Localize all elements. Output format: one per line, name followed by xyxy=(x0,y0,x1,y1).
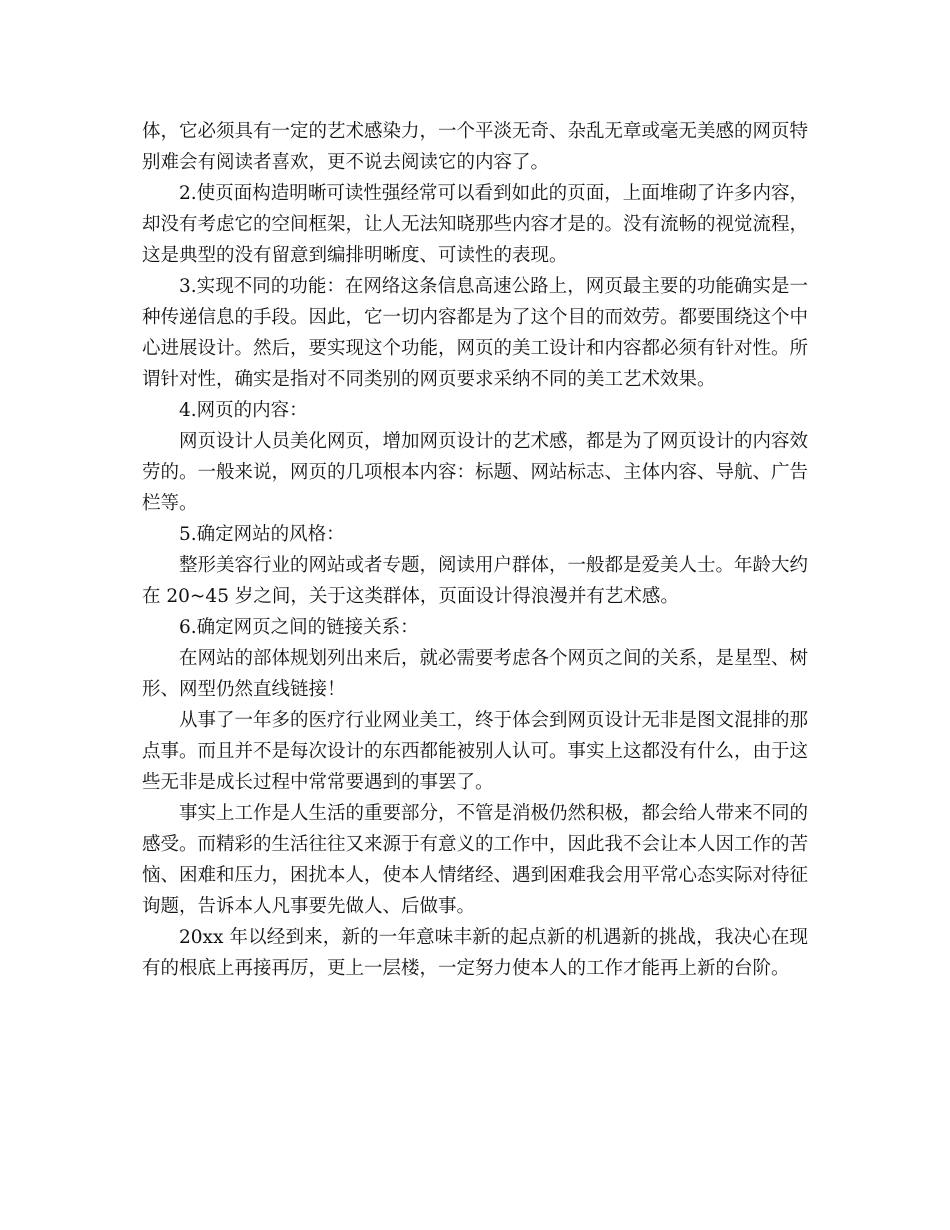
paragraph-continuation: 体，它必须具有一定的艺术感染力，一个平淡无奇、杂乱无章或毫无美感的网页特别难会有阅读者喜欢，更不说去阅读它的内容了。 xyxy=(142,121,809,173)
paragraph-experience: 从事了一年多的医疗行业网业美工，终于体会到网页设计无非是图文混排的那点事。而且并不是每次设计的东西都能被别人认可。事实上这都没有什么，由于这些无非是成长过程中常常要遇到的事罢了。 xyxy=(142,710,809,793)
paragraph-style: 整形美容行业的网站或者专题，阅读用户群体，一般都是爱美人士。年龄大约在 20~45 岁之间，关于这类群体，页面设计得浪漫并有艺术感。 xyxy=(142,555,809,607)
paragraph-functions: 3.实现不同的功能：在网络这条信息高速公路上，网页最主要的功能确实是一种传递信息的手段。因此，它一切内容都是为了这个目的而效劳。都要围绕这个中心进展设计。然后，要实现这个功能，网页的美工设计和内容都必须有针对性。所谓针对性，确实是指对不同类别的网页要求采纳不同的美工艺术效果。 xyxy=(142,276,809,390)
paragraph-links: 在网站的部体规划列出来后，就必需要考虑各个网页之间的关系，是星型、树形、网型仍然直线链接！ xyxy=(142,648,809,700)
paragraph-clear-structure: 2.使页面构造明晰可读性强经常可以看到如此的页面，上面堆砌了许多内容，却没有考虑它的空间框架，让人无法知晓那些内容才是的。没有流畅的视觉流程，这是典型的没有留意到编排明晰度、可读性的表现。 xyxy=(142,183,809,266)
document-body xyxy=(142,116,808,984)
paragraph-heading-style: 5.确定网站的风格： xyxy=(179,524,345,545)
paragraph-heading-links: 6.确定网页之间的链接关系： xyxy=(179,617,419,638)
paragraph-content: 网页设计人员美化网页，增加网页设计的艺术感，都是为了网页设计的内容效劳的。一般来说，网页的几项根本内容：标题、网站标志、主体内容、导航、广告栏等。 xyxy=(142,431,809,514)
paragraph-heading-content: 4.网页的内容： xyxy=(179,400,308,421)
paragraph-new-year: 20xx 年以经到来，新的一年意味丰新的起点新的机遇新的挑战，我决心在现有的根底上再接再厉，更上一层楼，一定努力使本人的工作才能再上新的台阶。 xyxy=(142,927,808,979)
paragraph-work-life: 事实上工作是人生活的重要部分，不管是消极仍然积极，都会给人带来不同的感受。而精彩的生活往往又来源于有意义的工作中，因此我不会让本人因工作的苦恼、困难和压力，困扰本人，使本人情绪经、遇到困难我会用平常心态实际对待征询题，告诉本人凡事要先做人、后做事。 xyxy=(142,803,809,917)
